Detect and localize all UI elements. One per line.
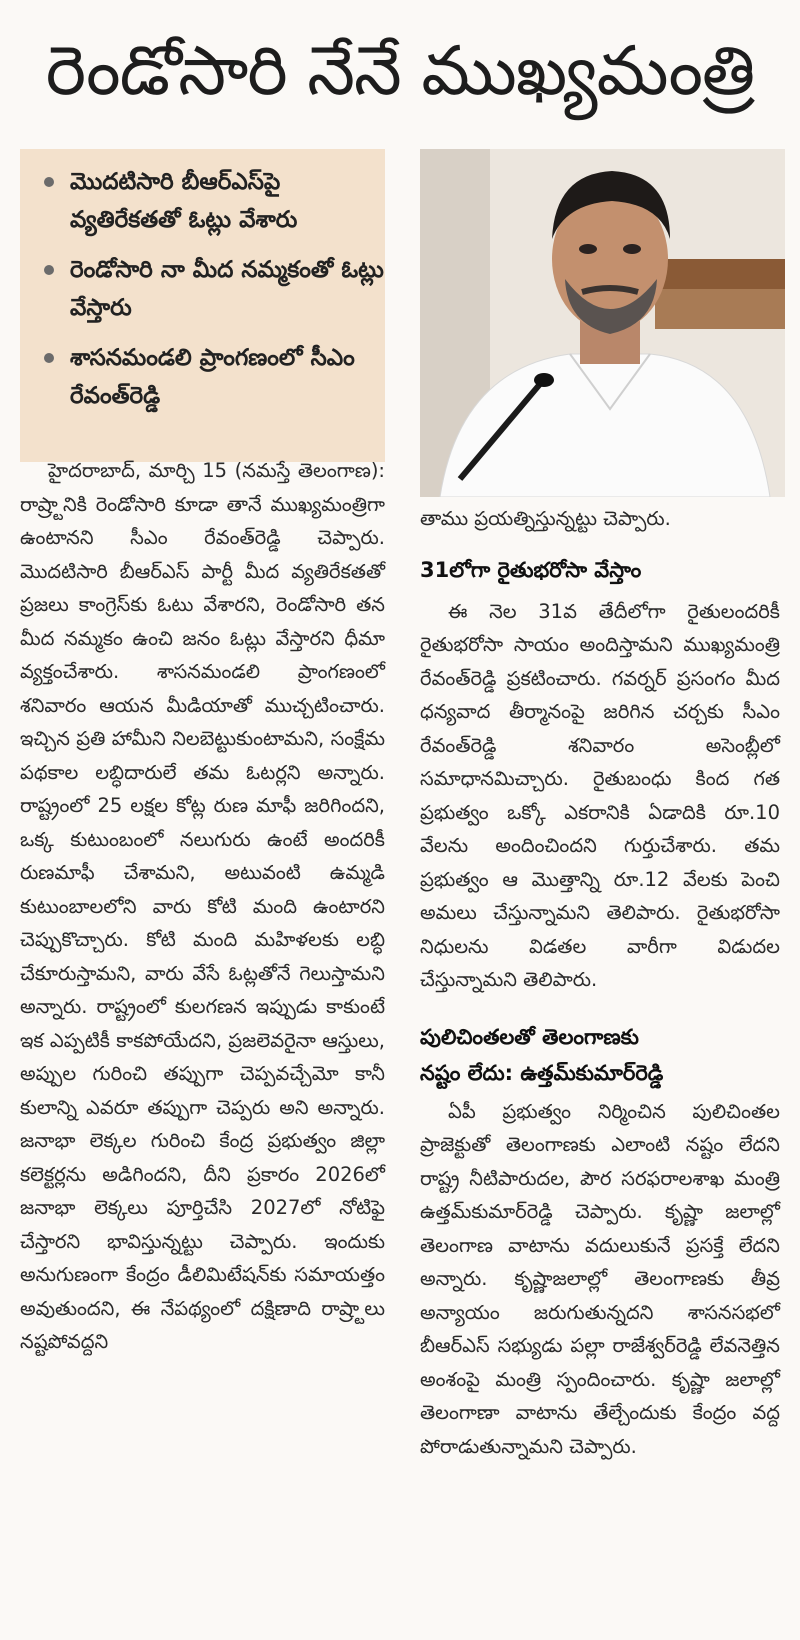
right-column: [420, 502, 780, 1634]
section-heading-pulichintala-line2: నష్టం లేదు: ఉత్తమ్‌కుమార్‌రెడ్డి: [420, 1060, 664, 1085]
section-heading-rythu-bharosa: 31లోగా రైతుభరోసా వేస్తాం: [420, 557, 642, 582]
portrait-illustration: [420, 149, 785, 497]
bullet-icon: [44, 353, 54, 363]
summary-point: [44, 163, 385, 239]
bullet-icon: [44, 265, 54, 275]
summary-point-text: మొదటిసారి బీఆర్‌ఎస్‌పై వ్యతిరేకతతో ఓట్లు వేశారు: [70, 169, 298, 233]
section-heading-pulichintala-line1: పులిచింతలతో తెలంగాణకు: [420, 1024, 639, 1049]
body-paragraph: ఈ నెల 31వ తేదీలోగా రైతులందరికీ రైతుభరోసా సాయం అందిస్తామని ముఖ్యమంత్రి రేవంత్‌రెడ్డి ప్రకటించారు. గవర్నర్ ప్రసంగం మీద ధన్యవాద తీర్మానంపై జరిగిన చర్చకు సీఎం రేవంత్‌రెడ్డి శనివారం అసెంబ్లీలో సమాధానమిచ్చారు. రైతుబంధు కింద గత ప్రభుత్వం ఒక్కో ఎకరానికి ఏడాదికి రూ.10 వేలను అందించిందని గుర్తుచేశారు. తమ ప్రభుత్వం ఆ మొత్తాన్ని రూ.12 వేలకు పెంచి అమలు చేస్తున్నామని తెలిపారు. రైతుభరోసా నిధులను విడతల వారీగా విడుదల చేస్తున్నామని తెలిపారు.: [420, 599, 780, 991]
bullet-icon: [44, 177, 54, 187]
headline: రెండోసారి నేనే ముఖ్యమంత్రి: [45, 32, 755, 111]
body-paragraph: ఏపీ ప్రభుత్వం నిర్మించిన పులిచింతల ప్రాజెక్టుతో తెలంగాణకు ఎలాంటి నష్టం లేదని రాష్ట్ర నీటిపారుదల, పౌర సరఫరాలశాఖ మంత్రి ఉత్తమ్‌కుమార్‌రెడ్డి చెప్పారు. కృష్ణా జలాల్లో తెలంగాణ వాటాను వదులుకునే ప్రసక్తే లేదని అన్నారు. కృష్ణాజలాల్లో తెలంగాణకు తీవ్ర అన్యాయం జరుగుతున్నదని శాసనసభలో బీఆర్‌ఎస్ సభ్యుడు పల్లా రాజేశ్వర్‌రెడ్డి లేవనెత్తిన అంశంపై మంత్రి స్పందించారు. కృష్ణా జలాల్లో తెలంగాణా వాటాను తేల్చేందుకు కేంద్రం వద్ద పోరాడుతున్నామని చెప్పారు.: [420, 1099, 780, 1458]
summary-point-text: శాసనమండలి ప్రాంగణంలో సీఎం రేవంత్‌రెడ్డి: [70, 345, 355, 409]
summary-point-text: రెండోసారి నా మీద నమ్మకంతో ఓట్లు వేస్తారు: [70, 257, 384, 321]
summary-point: [44, 251, 385, 327]
portrait-photo-icon: [420, 149, 785, 497]
summary-box: [20, 149, 385, 462]
summary-point: [44, 339, 385, 415]
summary-list: [20, 149, 385, 415]
continuation-text: తాము ప్రయత్నిస్తున్నట్టు చెప్పారు.: [420, 507, 671, 530]
left-column: [20, 454, 385, 1634]
body-paragraph: హైదరాబాద్, మార్చి 15 (నమస్తే తెలంగాణ): రాష్ర్టానికి రెండోసారి కూడా తానే ముఖ్యమంత్రిగా ఉంటానని సీఎం రేవంత్‌రెడ్డి చెప్పారు. మొదటిసారి బీఆర్‌ఎస్ పార్టీ మీద వ్యతిరేకతతో ప్రజలు కాంగ్రెస్‌కు ఓటు వేశారని, రెండోసారి తన మీద నమ్మకం ఉంచి జనం ఓట్లు వేస్తారని ధీమా వ్యక్తంచేశారు. శాసనమండలి ప్రాంగణంలో శనివారం ఆయన మీడియాతో ముచ్చటించారు. ఇచ్చిన ప్రతి హామీని నిలబెట్టుకుంటామని, సంక్షేమ పథకాల లబ్ధిదారులే తమ ఓటర్లని అన్నారు. రాష్ట్రంలో 25 లక్షల కోట్ల రుణ మాఫీ జరిగిందని, ఒక్క కుటుంబంలో నలుగురు ఉంటే అందరికీ రుణమాఫీ చేశామని, అటువంటి ఉమ్మడి కుటుంబాలలోని వారు కోటి మంది ఉంటారని చెప్పుకొచ్చారు. కోటి మంది మహిళలకు లబ్ధి చేకూరుస్తామని, వారు వేసే ఓట్లతోనే గెలుస్తామని అన్నారు. రాష్ట్రంలో కులగణన ఇప్పుడు కాకుంటే ఇక ఎప్పటికీ కాకపోయేదని, ప్రజలెవరైనా ఆస్తులు, అప్పుల గురించి తప్పుగా చెప్పవచ్చేమో కానీ కులాన్ని ఎవరూ తప్పుగా చెప్పరు అని అన్నారు. జనాభా లెక్కల గురించి కేంద్ర ప్రభుత్వం జిల్లా కలెక్టర్లను అడిగిందని, దీని ప్రకారం 2026లో జనాభా లెక్కలు పూర్తిచేసి 2027లో నోటిఫై చేస్తారని భావిస్తున్నట్టు చెప్పారు. ఇందుకు అనుగుణంగా కేంద్రం డీలిమిటేషన్‌కు సమాయత్తం అవుతుందని, ఈ నేపథ్యంలో దక్షిణాది రాష్ర్టాలు నష్టపోవద్దని: [20, 459, 385, 1353]
